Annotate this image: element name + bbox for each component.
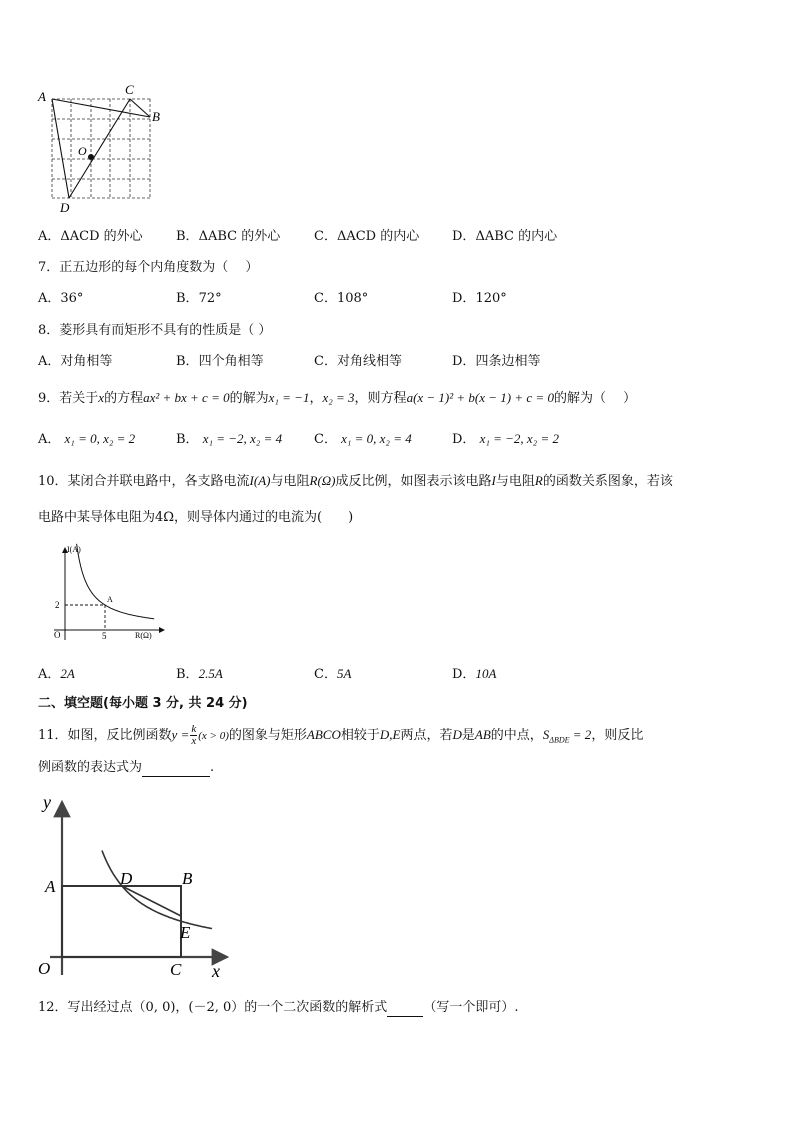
q9-option-a[interactable]: A． x₁ = 0, x₂ = 2 bbox=[38, 431, 136, 447]
q9-option-b[interactable]: B． x₁ = −2, x₂ = 4 bbox=[176, 431, 283, 447]
q7-option-a[interactable]: A．36° bbox=[38, 291, 84, 306]
q6-option-a[interactable]: A．ΔACD 的外心 bbox=[38, 229, 143, 244]
q7-stem: 7．正五边形的每个内角度数为（ ） bbox=[38, 260, 259, 275]
q6-option-c[interactable]: C．ΔACD 的内心 bbox=[314, 229, 420, 244]
point-o bbox=[88, 154, 94, 160]
inverse-curve bbox=[77, 544, 155, 619]
q9-option-d[interactable]: D． x₁ = −2, x₂ = 2 bbox=[452, 431, 559, 447]
q7-option-d[interactable]: D．120° bbox=[452, 291, 507, 306]
label-a: A bbox=[45, 877, 56, 896]
q10-stem-line2: 电路中某导体电阻为4Ω，则导体内通过的电流为( ) bbox=[38, 510, 354, 525]
label-b: B bbox=[182, 869, 193, 888]
q6-option-b[interactable]: B．ΔABC 的外心 bbox=[176, 229, 281, 244]
label-c: C bbox=[125, 82, 134, 97]
figure-rectangle-hyperbola bbox=[32, 790, 237, 985]
q11-stem-line2: 例函数的表达式为 . bbox=[38, 760, 215, 775]
graph-current-resistance bbox=[40, 540, 170, 645]
segment-de bbox=[122, 886, 181, 916]
q10-option-a[interactable]: A．2A bbox=[38, 666, 75, 682]
label-o: O bbox=[78, 144, 87, 158]
q8-option-b[interactable]: B．四个角相等 bbox=[176, 354, 264, 369]
q12-stem: 12．写出经过点（0, 0)，(－2, 0）的一个二次函数的解析式 （写一个即可）. bbox=[38, 1000, 519, 1015]
q7-option-c[interactable]: C．108° bbox=[314, 291, 369, 306]
label-c: C bbox=[170, 960, 182, 979]
x-axis-label: R(Ω) bbox=[135, 631, 152, 640]
y-axis-label: I(A) bbox=[67, 545, 81, 554]
rectangle-abco bbox=[62, 886, 181, 957]
q9-stem: 9．若关于x的方程ax² + bx + c = 0的解为x₁ = −1，x₂ = 3，则方程a(x − 1)² + b(x − 1) + c = 0的解为（ ） bbox=[38, 390, 637, 406]
label-a: A bbox=[38, 89, 46, 104]
label-b: B bbox=[152, 109, 160, 124]
section-heading-fill-in: 二、填空题(每小题 3 分, 共 24 分) bbox=[38, 696, 248, 711]
q8-option-a[interactable]: A．对角相等 bbox=[38, 354, 113, 369]
q11-answer-blank[interactable] bbox=[142, 762, 210, 777]
q8-stem: 8．菱形具有而矩形不具有的性质是（ ） bbox=[38, 323, 272, 338]
x-tick-label: 5 bbox=[102, 631, 107, 641]
q10-stem-line1: 10．某闭合并联电路中，各支路电流I(A)与电阻R(Ω)成反比例，如图表示该电路I与电阻R的函数关系图象，若该 bbox=[38, 473, 673, 489]
y-tick-label: 2 bbox=[55, 600, 60, 610]
origin-label: O bbox=[54, 630, 61, 640]
label-e: E bbox=[180, 923, 191, 942]
q8-option-d[interactable]: D．四条边相等 bbox=[452, 354, 541, 369]
q12-answer-blank[interactable] bbox=[387, 1002, 423, 1017]
hyperbola-curve bbox=[102, 851, 212, 929]
label-o: O bbox=[38, 959, 51, 978]
triangle-lines bbox=[52, 99, 150, 198]
q10-option-c[interactable]: C．5A bbox=[314, 666, 352, 682]
q8-option-c[interactable]: C．对角线相等 bbox=[314, 354, 402, 369]
q6-option-d[interactable]: D．ΔABC 的内心 bbox=[452, 229, 558, 244]
fraction-k-over-x: $\frac{k}{x}$ bbox=[191, 723, 197, 747]
q7-option-b[interactable]: B．72° bbox=[176, 291, 222, 306]
figure-grid-triangle bbox=[30, 80, 170, 220]
label-d: D bbox=[120, 869, 133, 888]
label-d: D bbox=[60, 200, 70, 215]
q9-option-c[interactable]: C． x₁ = 0, x₂ = 4 bbox=[314, 431, 412, 447]
q10-option-d[interactable]: D．10A bbox=[452, 666, 497, 682]
point-a-label: A bbox=[107, 595, 113, 604]
label-x: x bbox=[212, 961, 220, 981]
q11-stem-line1: 11．如图，反比例函数y = $\frac{k}{x}$ (x > 0)的图象与矩形ABCO相较于D,E两点，若D是AB的中点，$S_{\Delta BDE} = 2$，则反比 bbox=[38, 723, 644, 747]
label-y: y bbox=[43, 792, 51, 812]
q10-option-b[interactable]: B．2.5A bbox=[176, 666, 223, 682]
